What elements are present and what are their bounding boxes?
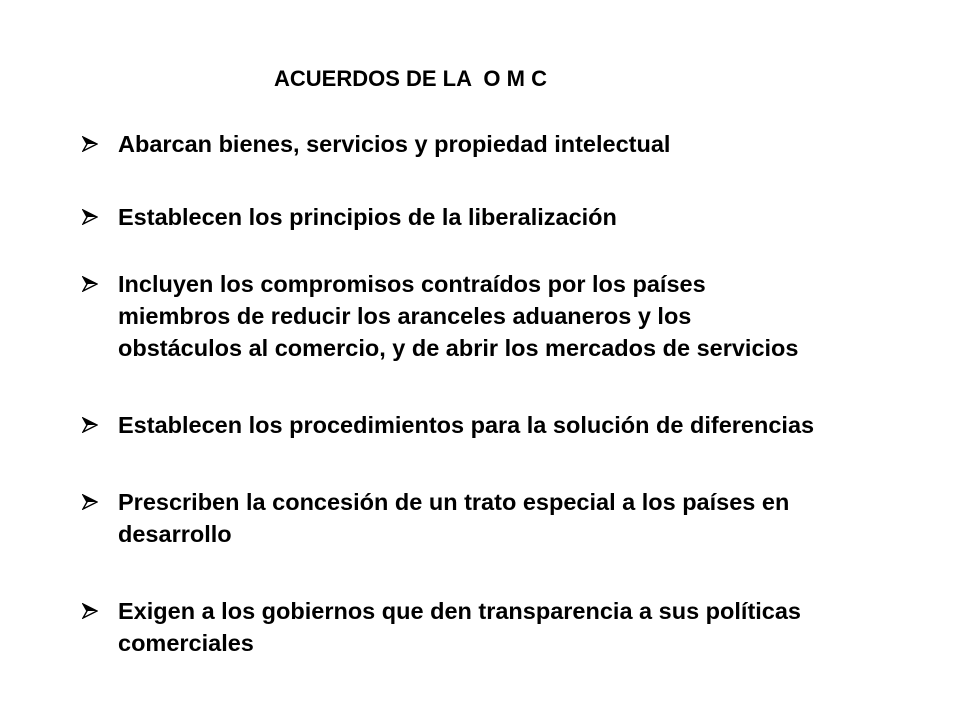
arrowhead-bullet-icon xyxy=(82,201,118,233)
bullet-text: Exigen a los gobiernos que den transparencia a sus políticas comerciales xyxy=(118,598,802,656)
bullet-text: Establecen los procedimientos para la solución de diferencias xyxy=(118,412,815,438)
arrowhead-bullet-icon xyxy=(82,268,118,300)
bullet-text: Establecen los principios de la liberalización xyxy=(118,204,617,230)
bullet-item-1 xyxy=(82,128,942,160)
bullet-item-2 xyxy=(82,201,942,233)
bullet-item-6 xyxy=(82,595,942,659)
bullet-item-5 xyxy=(82,486,942,550)
arrowhead-bullet-icon xyxy=(82,128,118,160)
bullet-item-3 xyxy=(82,268,942,364)
arrowhead-bullet-icon xyxy=(82,486,118,518)
bullet-item-4 xyxy=(82,409,942,441)
bullet-text: Prescriben la concesión de un trato especial a los países en desarrollo xyxy=(118,489,790,547)
slide-title: ACUERDOS DE LA O M C xyxy=(274,66,547,91)
bullet-text: Incluyen los compromisos contraídos por los países miembros de reducir los aranceles aduaneros y los obstáculos al comercio, y de abrir los mercados de servicios xyxy=(118,271,799,361)
arrowhead-bullet-icon xyxy=(82,595,118,627)
arrowhead-bullet-icon xyxy=(82,409,118,441)
bullet-text: Abarcan bienes, servicios y propiedad intelectual xyxy=(118,131,671,157)
